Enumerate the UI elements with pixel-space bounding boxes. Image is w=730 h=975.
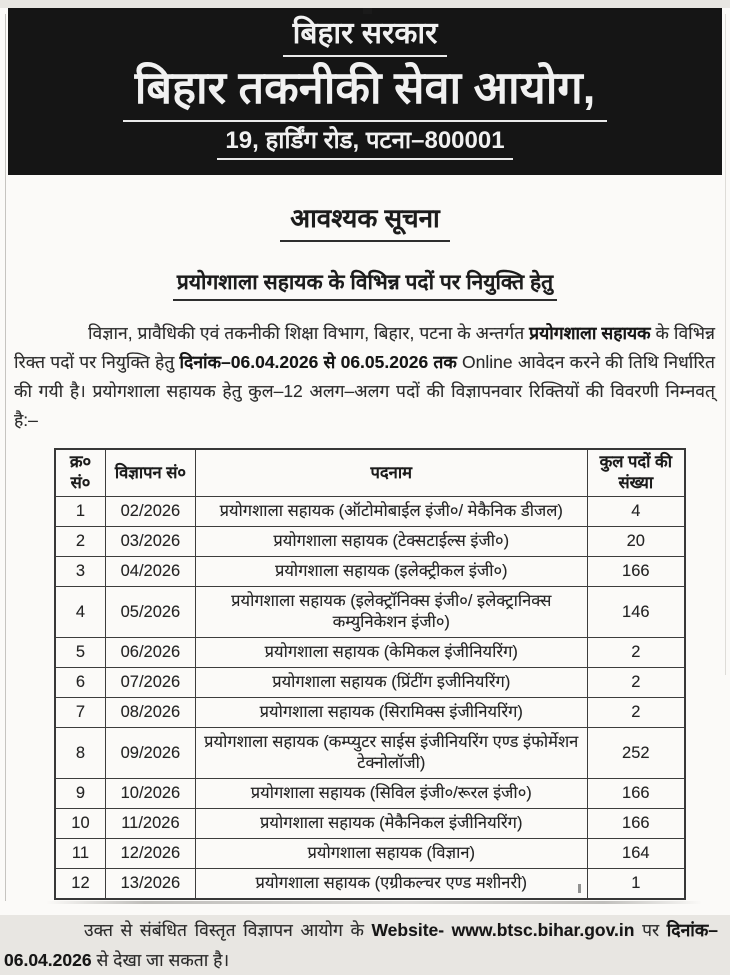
row-serial-no: 3 (55, 557, 105, 587)
row-advt-no: 10/2026 (105, 779, 195, 809)
intro-text-3: Online आवेदन करने की तिथि निर्धारित की गयी है। प्रयोगशाला सहायक हेतु कुल–12 अलग–अलग पदों की विज्ञापनवार रिक्तियों की विवरणी निम्नवत् है:– (14, 352, 715, 430)
row-total-posts: 2 (587, 668, 685, 698)
row-total-posts: 2 (587, 638, 685, 668)
row-advt-no: 09/2026 (105, 728, 195, 779)
notice-heading-wrap (0, 199, 730, 242)
intro-text-1: विज्ञान, प्रावैधिकी एवं तकनीकी शिक्षा विभाग, बिहार, पटना के अन्तर्गत (88, 323, 530, 343)
row-total-posts: 166 (587, 809, 685, 839)
footer-text-3: से देखा जा सकता है। (91, 950, 230, 970)
row-advt-no: 05/2026 (105, 587, 195, 638)
table-row (55, 557, 685, 587)
vacancy-table-header-row (55, 449, 685, 497)
intro-text-2: के विभिन्न रिक्त पदों पर नियुक्ति हेतु (14, 323, 715, 372)
notice-subheading: प्रयोगशाला सहायक के विभिन्न पदों पर नियुक्ति हेतु (173, 268, 557, 301)
row-total-posts: 164 (587, 839, 685, 869)
table-row (55, 869, 685, 900)
column-header-post-name: पदनाम (195, 449, 587, 497)
row-serial-no: 10 (55, 809, 105, 839)
commission-name-text: बिहार तकनीकी सेवा आयोग, (123, 60, 608, 122)
row-advt-no: 04/2026 (105, 557, 195, 587)
row-total-posts: 1 (587, 869, 685, 900)
row-advt-no: 02/2026 (105, 497, 195, 527)
row-advt-no: 11/2026 (105, 809, 195, 839)
table-row (55, 587, 685, 638)
vacancy-table (54, 448, 686, 900)
intro-bold-post-name: प्रयोगशाला सहायक (529, 323, 651, 343)
scan-artifact-mark-bottom (578, 884, 581, 893)
footer-bold-date: दिनांक–06.04.2026 (4, 920, 718, 970)
row-post-name: प्रयोगशाला सहायक (इलेक्ट्रॉनिक्स इंजी०/ इलेक्ट्रानिक्स कम्युनिकेशन इंजी०) (195, 587, 587, 638)
row-serial-no: 8 (55, 728, 105, 779)
row-serial-no: 4 (55, 587, 105, 638)
page-edge-line-left (5, 14, 6, 901)
row-serial-no: 6 (55, 668, 105, 698)
row-post-name: प्रयोगशाला सहायक (टेक्सटाईल्स इंजी०) (195, 527, 587, 557)
row-post-name: प्रयोगशाला सहायक (ऑटोमोबाईल इंजी०/ मेकैनिक डीजल) (195, 497, 587, 527)
notice-heading: आवश्यक सूचना (280, 199, 450, 242)
row-advt-no: 03/2026 (105, 527, 195, 557)
table-row (55, 728, 685, 779)
row-post-name: प्रयोगशाला सहायक (कम्प्युटर साईस इंजीनियरिंग एण्ड इंफोर्मेशन टेक्नोलॉजी) (195, 728, 587, 779)
table-row (55, 839, 685, 869)
column-header-serial-no: क्र० सं० (55, 449, 105, 497)
table-row (55, 668, 685, 698)
table-row (55, 638, 685, 668)
notice-subheading-wrap (0, 268, 730, 301)
row-total-posts: 2 (587, 698, 685, 728)
row-serial-no: 5 (55, 638, 105, 668)
row-post-name: प्रयोगशाला सहायक (एग्रीकल्चर एण्ड मशीनरी) (195, 869, 587, 900)
table-row (55, 497, 685, 527)
footer-text-1: उक्त से संबंधित विस्तृत विज्ञापन आयोग के (84, 920, 372, 940)
table-row (55, 779, 685, 809)
row-total-posts: 166 (587, 779, 685, 809)
intro-bold-date-range: दिनांक–06.04.2026 से 06.05.2026 तक (179, 352, 457, 372)
row-serial-no: 2 (55, 527, 105, 557)
row-serial-no: 1 (55, 497, 105, 527)
row-post-name: प्रयोगशाला सहायक (विज्ञान) (195, 839, 587, 869)
vacancy-table-body (55, 497, 685, 900)
table-row (55, 527, 685, 557)
government-name-text: बिहार सरकार (283, 16, 448, 57)
row-advt-no: 06/2026 (105, 638, 195, 668)
row-serial-no: 7 (55, 698, 105, 728)
row-total-posts: 4 (587, 497, 685, 527)
table-row (55, 698, 685, 728)
commission-address-text: 19, हार्डिंग रोड, पटना–800001 (217, 126, 512, 160)
row-serial-no: 12 (55, 869, 105, 900)
scan-artifact-mark (363, 8, 372, 14)
row-post-name: प्रयोगशाला सहायक (सिरामिक्स इंजीनियरिंग) (195, 698, 587, 728)
footer-bold-website: Website- www.btsc.bihar.gov.in (371, 920, 635, 940)
column-header-advt-no: विज्ञापन सं० (105, 449, 195, 497)
scanned-notice-page (0, 8, 730, 970)
row-serial-no: 11 (55, 839, 105, 869)
footer-text-2: पर (634, 920, 667, 940)
letterhead-banner (8, 8, 722, 175)
table-row (55, 809, 685, 839)
row-total-posts: 166 (587, 557, 685, 587)
row-advt-no: 12/2026 (105, 839, 195, 869)
page-edge-line-right (725, 14, 726, 675)
vacancy-table-head (55, 449, 685, 497)
row-total-posts: 146 (587, 587, 685, 638)
row-advt-no: 07/2026 (105, 668, 195, 698)
scan-smudge-bottom (46, 901, 702, 904)
row-post-name: प्रयोगशाला सहायक (सिविल इंजी०/रूरल इंजी०) (195, 779, 587, 809)
row-advt-no: 13/2026 (105, 869, 195, 900)
column-header-total-posts: कुल पदों की संख्या (587, 449, 685, 497)
footer-paragraph (4, 915, 718, 975)
intro-paragraph (14, 319, 715, 435)
row-post-name: प्रयोगशाला सहायक (प्रिंटींग इजीनियरिंग) (195, 668, 587, 698)
row-total-posts: 20 (587, 527, 685, 557)
row-total-posts: 252 (587, 728, 685, 779)
row-post-name: प्रयोगशाला सहायक (केमिकल इंजीनियरिंग) (195, 638, 587, 668)
row-post-name: प्रयोगशाला सहायक (इलेक्ट्रीकल इंजी०) (195, 557, 587, 587)
commission-address (8, 126, 722, 160)
government-name (8, 16, 722, 57)
row-post-name: प्रयोगशाला सहायक (मेकैनिकल इंजीनियरिंग) (195, 809, 587, 839)
row-advt-no: 08/2026 (105, 698, 195, 728)
row-serial-no: 9 (55, 779, 105, 809)
commission-name (8, 60, 722, 122)
